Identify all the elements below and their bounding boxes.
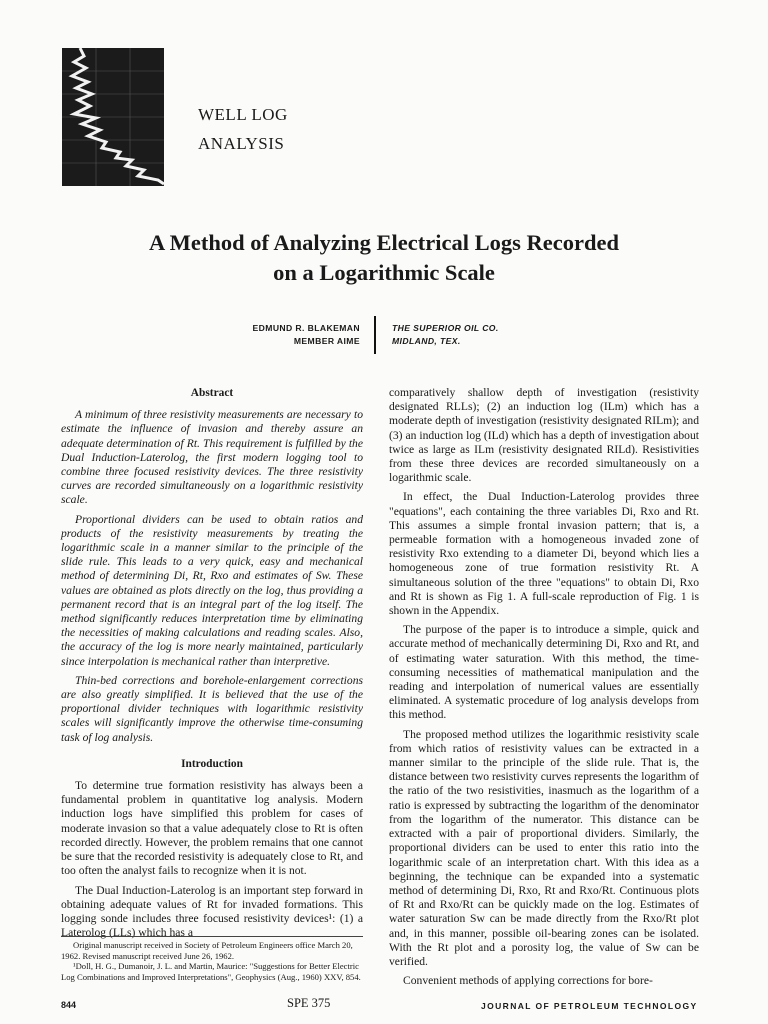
introduction-section <box>61 757 363 940</box>
paper-title <box>0 228 768 288</box>
abstract-paragraph: Proportional dividers can be used to obtain ratios and products of the resistivity measurements by treating the logarithmic scale in a manner similar to the principle of the slide rule. This leads to a very quick, easy and mechanical method of determining Di, Rt, Rxo and estimates of Sw. These values are obtained as plots directly on the log, thus providing a permanent record that is an integral part of the log itself. The method significantly reduces interpretation time by eliminating the necessities of making calculations and reading scales. Also, the accuracy of the log is more nearly maintained, particularly since interpolation is mechanical rather than interpretive. <box>61 512 363 668</box>
section-title-line2: ANALYSIS <box>198 134 285 153</box>
body-paragraph: In effect, the Dual Induction-Laterolog provides three "equations", each containing the three variables Di, Rxo and Rt. This assumes a simple frontal invasion pattern; that is, a permeable formation with a homogeneous invaded zone of resistivity Rxo extending to a diameter Di, beyond which lies a homogeneous zone of true formation resistivity Rt. A simultaneous solution of the three "equations" to obtain Di, Rxo and Rt is shown as Fig 1. A full-scale reproduction of Fig. 1 is shown in the Appendix. <box>389 490 699 618</box>
introduction-paragraph: The Dual Induction-Laterolog is an important step forward in obtaining adequate values of Rt for invaded formations. This logging sonde includes three focused resistivity devices¹: (1) a Laterolog (LLs) which has a <box>61 883 363 940</box>
author-location: MIDLAND, TEX. <box>392 336 461 346</box>
footnote: Original manuscript received in Society of Petroleum Engineers office March 20, 1962. Revised manuscript received June 26, 1962. <box>61 940 353 961</box>
introduction-paragraph: To determine true formation resistivity has always been a fundamental problem in quantitative log analysis. Modern induction logs have simplified this problem for cases of moderate invasion so that a value adequately close to Rt is often recorded directly. However, the problem remains that one cannot be sure that the recorded resistivity is adequately close to Rt, and too often the analyst fails to recognize when it is not. <box>61 779 363 878</box>
abstract-heading: Abstract <box>190 387 234 399</box>
introduction-heading: Introduction <box>181 757 243 770</box>
body-paragraph: Convenient methods of applying corrections for bore- <box>403 974 653 988</box>
author-affiliation: THE SUPERIOR OIL CO. <box>392 323 499 333</box>
section-title-line1: WELL LOG <box>198 105 288 124</box>
abstract-paragraph: A minimum of three resistivity measurements are necessary to estimate the influence of invasion and thereby assure an adequate determination of Rt. This requirement is fulfilled by the Dual Induction-Laterolog, the first modern logging tool to combine three focused resistivity devices. The three resistivity curves are recorded simultaneously on a logarithmic resistivity scale. <box>61 408 363 507</box>
left-column <box>61 386 363 945</box>
body-paragraph: The purpose of the paper is to introduce a simple, quick and accurate method of mechanically determining Di, Rxo and Rt, and of estimating water saturation. With this method, the time-consuming necessities of mathematical manipulation and the reading and interpolation of numerical values are essentially eliminated. A systematic procedure of log analysis develops from this method. <box>389 623 699 722</box>
footnotes <box>61 936 363 982</box>
body-paragraph: comparatively shallow depth of investigation (resistivity designated RLLs); (2) an induction log (ILm) which has a moderate depth of investigation (resistivity designated RILm); and (3) an induction log (ILd) which has a depth of investigation about twice as large as ILm (resistivity designated RILd). Resistivities from these three devices are recorded simultaneously on a logarithmic scale. <box>389 386 699 485</box>
author-affiliation-block <box>392 322 499 348</box>
author-membership: MEMBER AIME <box>293 336 360 346</box>
spe-number: SPE 375 <box>287 996 331 1010</box>
author-info <box>253 322 360 348</box>
journal-name: JOURNAL OF PETROLEUM TECHNOLOGY <box>481 1001 698 1011</box>
well-log-trace-icon <box>62 48 164 186</box>
author-divider <box>374 316 376 354</box>
right-column <box>389 386 699 993</box>
abstract-paragraph: Thin-bed corrections and borehole-enlargement corrections are also greatly simplified. It is believed that the use of the proportional divider techniques with logarithmic resistivity scales will significantly improve the otherwise time-consuming task of log analysis. <box>61 673 363 744</box>
abstract-section <box>61 386 363 745</box>
paper-title-line2: on a Logarithmic Scale <box>273 260 495 285</box>
body-paragraph: The proposed method utilizes the logarithmic resistivity scale from which ratios of resistivity values can be extracted in a manner similar to the principle of the slide rule. That is, the distance between two resistivity curves represents the logarithm of the ratio of the two resistivities, inasmuch as the logarithm of a ratio is expressed by subtracting the logarithm of the denominator from the logarithm of the numerator. This distance can be extracted with a pair of proportional dividers. Similarly, the proportional dividers can be used to enter this ratio into the logarithmic scale of an interpretation chart. With this idea as a beginning, the technique can be expanded into a systematic method of determining Di, Rxo, Rt and Rxo/Rt. Continuous plots of Rt and Rxo/Rt can be quickly made on the log. Estimates of water saturation Sw can be made directly from the Rxo/Rt plot and, in this manner, possible oil-bearing zones can be isolated. With the Rt plot and a porosity log, the value of Sw can be verified. <box>389 727 699 968</box>
page-number: 844 <box>61 1000 77 1010</box>
paper-title-line1: A Method of Analyzing Electrical Logs Recorded <box>149 230 619 255</box>
section-title <box>198 100 288 158</box>
author-name: EDMUND R. BLAKEMAN <box>252 323 360 333</box>
footnote: ¹Doll, H. G., Dumanoir, J. L. and Martin, Maurice: "Suggestions for Better Electric Log Combinations and Improved Interpretations", Geophysics (Aug., 1960) XXV, 854. <box>61 961 361 982</box>
